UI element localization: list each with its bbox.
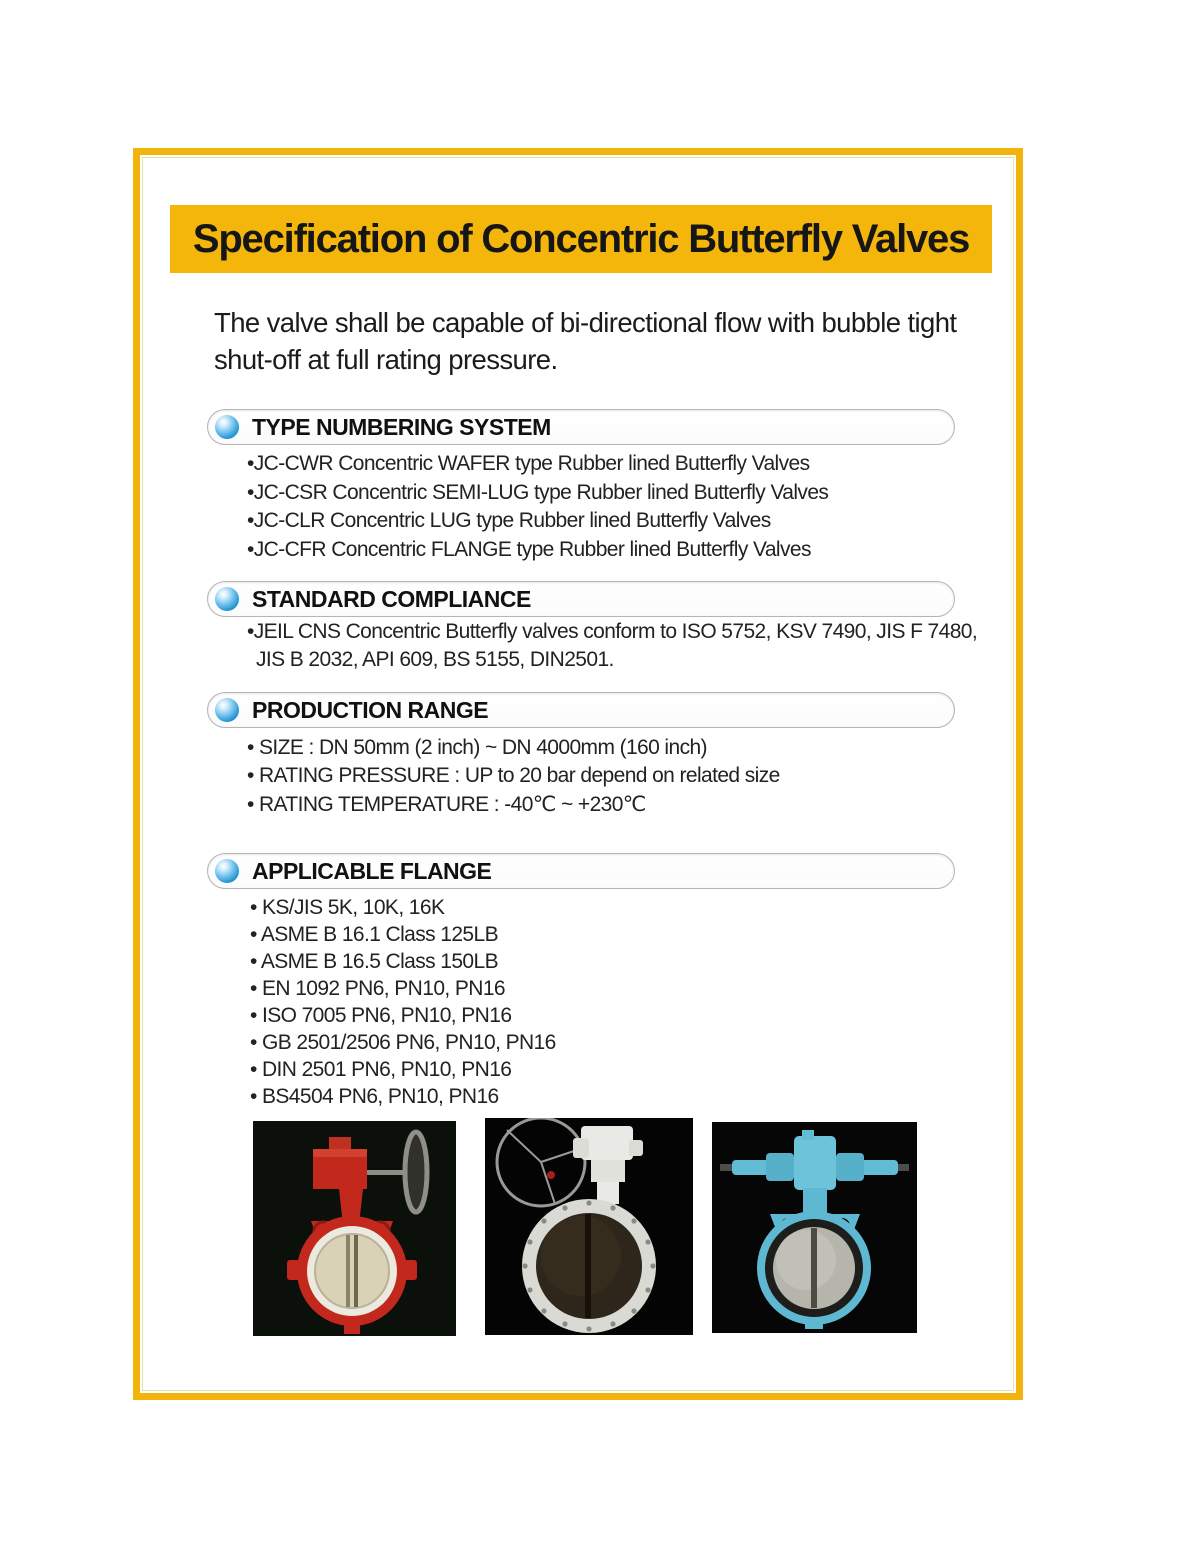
standard-compliance-list xyxy=(247,618,977,674)
section-header-production-range xyxy=(207,692,955,728)
list-item: •JC-CWR Concentric WAFER type Rubber lined Butterfly Valves xyxy=(247,452,810,475)
list-item: • ASME B 16.1 Class 125LB xyxy=(250,923,498,946)
list-item: •JEIL CNS Concentric Butterfly valves conform to ISO 5752, KSV 7490, JIS F 7480, xyxy=(247,620,978,643)
blue-sphere-icon xyxy=(215,698,239,722)
list-item: • SIZE : DN 50mm (2 inch) ~ DN 4000mm (160 inch) xyxy=(247,736,707,759)
list-item: •JC-CLR Concentric LUG type Rubber lined Butterfly Valves xyxy=(247,509,771,533)
valve-photo-white-flanged xyxy=(485,1118,693,1335)
valve-photo-blue-wafer xyxy=(712,1122,917,1333)
list-item: • KS/JIS 5K, 10K, 16K xyxy=(250,896,445,919)
section-header-applicable-flange xyxy=(207,853,955,889)
title-banner xyxy=(170,205,992,273)
type-numbering-list xyxy=(247,450,828,564)
section-header-type-numbering xyxy=(207,409,955,445)
list-item: • ISO 7005 PN6, PN10, PN16 xyxy=(250,1004,512,1027)
list-item: • RATING TEMPERATURE : -40℃ ~ +230℃ xyxy=(247,792,646,816)
valve-photo-red-wafer xyxy=(253,1121,456,1336)
section-title: PRODUCTION RANGE xyxy=(252,696,489,723)
white-flanged-butterfly-valve-image xyxy=(485,1118,693,1335)
blue-sphere-icon xyxy=(215,415,239,439)
section-title: STANDARD COMPLIANCE xyxy=(252,585,531,612)
list-item: • BS4504 PN6, PN10, PN16 xyxy=(250,1085,499,1108)
list-item: • ASME B 16.5 Class 150LB xyxy=(250,950,498,973)
list-item: JIS B 2032, API 609, BS 5155, DIN2501. xyxy=(256,648,614,671)
applicable-flange-list xyxy=(250,894,556,1110)
production-range-list xyxy=(247,734,780,819)
blue-sphere-icon xyxy=(215,859,239,883)
list-item: •JC-CFR Concentric FLANGE type Rubber lined Butterfly Valves xyxy=(247,537,811,561)
list-item: • DIN 2501 PN6, PN10, PN16 xyxy=(250,1058,512,1081)
blue-sphere-icon xyxy=(215,587,239,611)
intro-paragraph: The valve shall be capable of bi-directional flow with bubble tight shut-off at full rating pressure. xyxy=(214,307,957,375)
list-item: • EN 1092 PN6, PN10, PN16 xyxy=(250,977,505,1000)
list-item: • GB 2501/2506 PN6, PN10, PN16 xyxy=(250,1031,556,1054)
red-wafer-butterfly-valve-image xyxy=(253,1121,456,1336)
section-title: APPLICABLE FLANGE xyxy=(252,857,492,884)
section-header-standard-compliance xyxy=(207,581,955,617)
list-item: •JC-CSR Concentric SEMI-LUG type Rubber lined Butterfly Valves xyxy=(247,480,829,504)
section-title: TYPE NUMBERING SYSTEM xyxy=(252,413,551,440)
blue-wafer-butterfly-valve-image xyxy=(712,1122,917,1333)
list-item: • RATING PRESSURE : UP to 20 bar depend on related size xyxy=(247,764,780,788)
page-title: Specification of Concentric Butterfly Valves xyxy=(192,216,970,261)
